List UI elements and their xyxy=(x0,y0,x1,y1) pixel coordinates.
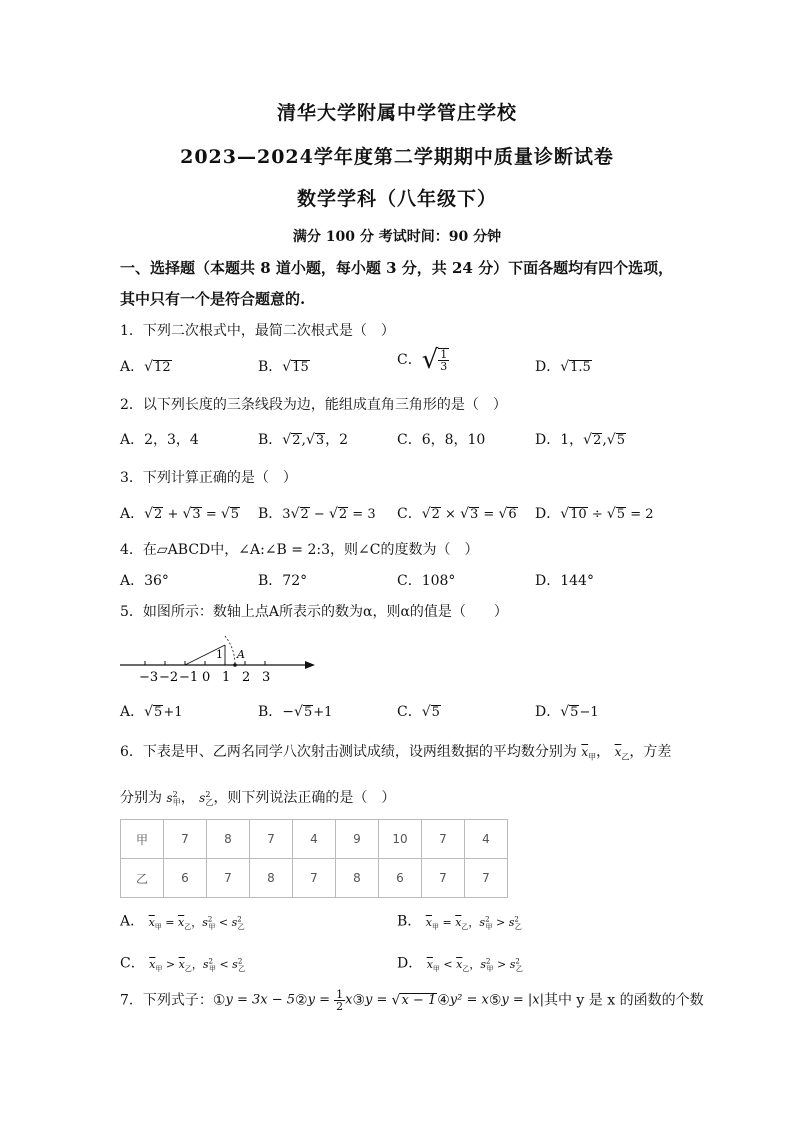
axis-label-3: 3 xyxy=(262,670,271,685)
axis-arrow xyxy=(305,661,315,669)
q3-option-d: D．√10 ÷ √5 = 2 xyxy=(535,506,654,522)
table-cell: 7 xyxy=(422,820,465,859)
q5-option-d: D．√5−1 xyxy=(535,704,599,720)
q4-stem: 4．在▱ABCD中，∠A:∠B = 2:3，则∠C的度数为（ ） xyxy=(120,542,479,558)
table-cell: 7 xyxy=(250,820,293,859)
axis-label-neg1: −1 xyxy=(179,670,199,685)
q5-stem: 5．如图所示：数轴上点A所表示的数为α，则α的值是（ ） xyxy=(120,604,508,620)
q3-option-b: B．3√2 − √2 = 3 xyxy=(258,506,376,522)
q6-option-b: B． $\overline{x}_甲 = \overline{x}_乙$，$s^2_甲 > s^2_乙$ xyxy=(397,913,522,931)
q2-stem: 2．以下列长度的三条线段为边，能组成直角三角形的是（ ） xyxy=(120,397,507,413)
section-heading: 一、选择题（本题共 8 道小题，每小题 3 分，共 24 分）下面各题均有四个选项， xyxy=(120,259,674,277)
q6-option-a: A． $\overline{x}_甲 = \overline{x}_乙$，$s^2_甲 < s^2_乙$ xyxy=(120,913,245,931)
axis-label-neg2: −2 xyxy=(159,670,179,685)
axis-label-1: 1 xyxy=(222,670,231,685)
axis-label-2: 2 xyxy=(242,670,251,685)
q1-option-a: A．√12 xyxy=(120,359,171,375)
q7-stem: 7．下列式子：①y = 3x − 5②y = $\frac{1}{2}$ x③y = √x − 1④y² = x⑤y = |x|其中 y 是 x 的函数的个数 xyxy=(120,988,704,1013)
q4-option-c: C．108° xyxy=(397,573,456,589)
table-cell: 7 xyxy=(164,820,207,859)
table-cell: 7 xyxy=(422,859,465,898)
section-heading-2: 其中只有一个是符合题意的. xyxy=(120,290,306,308)
q4-option-a: A．36° xyxy=(120,573,169,589)
q2-option-a: A．2，3，4 xyxy=(120,432,199,448)
table-cell: 9 xyxy=(336,820,379,859)
q1-option-b: B．√15 xyxy=(258,359,309,375)
point-a-dot xyxy=(233,663,237,667)
exam-title: 2023—2024学年度第二学期期中质量诊断试卷 xyxy=(180,146,614,168)
q5-option-c: C．√5 xyxy=(397,704,440,720)
q1-stem: 1．下列二次根式中，最简二次根式是（ ） xyxy=(120,323,395,339)
q1-option-d: D．√1.5 xyxy=(535,359,591,375)
point-a-label: A xyxy=(237,648,245,661)
q5-option-b: B．−√5+1 xyxy=(258,704,333,720)
table-cell: 10 xyxy=(379,820,422,859)
table-row xyxy=(121,859,508,898)
table-cell: 7 xyxy=(465,859,508,898)
subject-title: 数学学科（八年级下） xyxy=(296,188,497,210)
table-cell: 7 xyxy=(293,859,336,898)
axis-label-neg3: −3 xyxy=(139,670,159,685)
school-title: 清华大学附属中学管庄学校 xyxy=(276,102,517,124)
table-cell: 乙 xyxy=(121,859,164,898)
compass-arc xyxy=(225,636,235,665)
q2-option-d: D．1，√2,√5 xyxy=(535,432,625,448)
q2-option-c: C．6，8，10 xyxy=(397,432,486,448)
table-cell: 8 xyxy=(336,859,379,898)
q3-option-a: A．√2 + √3 = √5 xyxy=(120,506,240,522)
q3-option-c: C．√2 × √3 = √6 xyxy=(397,506,517,522)
table-cell: 6 xyxy=(164,859,207,898)
table-cell: 8 xyxy=(207,820,250,859)
score-table xyxy=(120,819,508,898)
q5-option-a: A．√5+1 xyxy=(120,704,183,720)
q6-stem-line1: 6．下表是甲、乙两名同学八次射击测试成绩，设两组数据的平均数分别为 $\overline{x}_甲$， $\overline{x}_乙$，方差 xyxy=(120,744,672,762)
q6-option-d: D． $\overline{x}_甲 < \overline{x}_乙$，$s^2_甲 > s^2_乙$ xyxy=(397,955,523,973)
table-cell: 6 xyxy=(379,859,422,898)
q1-option-c: C．√ $\frac{1}{3}$ xyxy=(397,345,448,375)
q2-option-b: B．√2,√3，2 xyxy=(258,432,349,448)
table-cell: 甲 xyxy=(121,820,164,859)
q6-option-c: C． $\overline{x}_甲 > \overline{x}_乙$，$s^2_甲 < s^2_乙$ xyxy=(120,955,246,973)
table-cell: 7 xyxy=(207,859,250,898)
table-row xyxy=(121,820,508,859)
q4-option-b: B．72° xyxy=(258,573,308,589)
q6-stem-line2: 分别为 $s^2_甲$， $s^2_乙$，则下列说法正确的是（ ） xyxy=(120,790,396,808)
q4-option-d: D．144° xyxy=(535,573,594,589)
table-cell: 4 xyxy=(293,820,336,859)
axis-label-0: 0 xyxy=(202,670,211,685)
number-line-figure xyxy=(115,630,325,686)
table-cell: 4 xyxy=(465,820,508,859)
unit-label: 1 xyxy=(216,648,223,661)
table-cell: 8 xyxy=(250,859,293,898)
exam-meta: 满分 100 分 考试时间：90 分钟 xyxy=(292,229,502,245)
q3-stem: 3．下列计算正确的是（ ） xyxy=(120,470,297,486)
